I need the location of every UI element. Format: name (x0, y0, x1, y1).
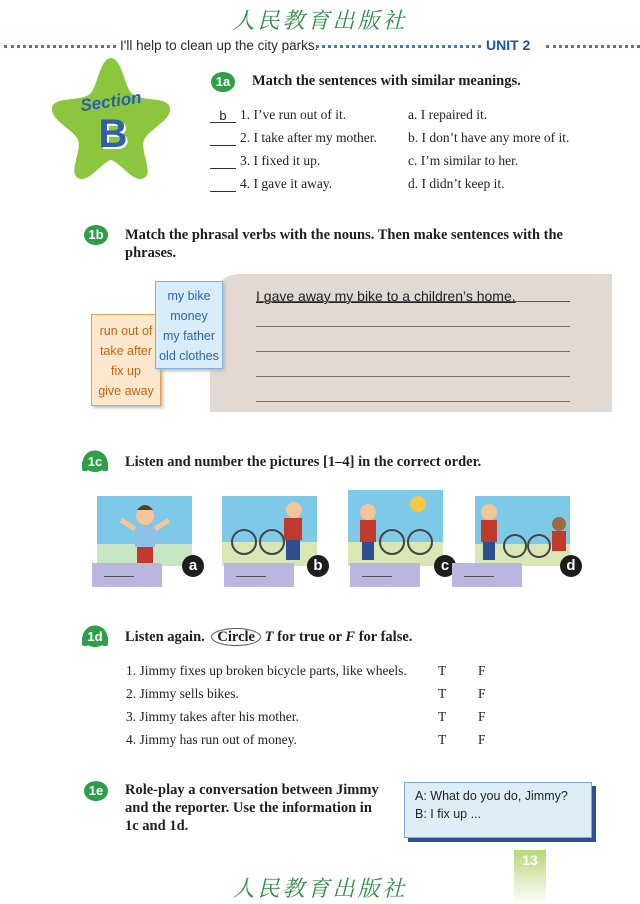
lesson-title: I'll help to clean up the city parks. (120, 38, 319, 53)
match-option-d: d. I didn’t keep it. (408, 176, 505, 191)
picture-label-d: d (560, 555, 582, 577)
tf-statement-3: 3. Jimmy takes after his mother. (126, 709, 299, 724)
match-item-2: 2. I take after my mother. (210, 130, 377, 146)
instruction-1d: Listen again. Circle T for true or F for false. (125, 629, 413, 645)
match-option-c: c. I’m similar to her. (408, 153, 519, 168)
picture-d (475, 496, 570, 571)
true-option[interactable]: T (438, 732, 447, 747)
answer-blank[interactable] (210, 131, 236, 146)
publisher-logo-footer: 人民教育出版社 (232, 877, 408, 902)
writing-line[interactable] (256, 326, 570, 327)
verb-item: take after (99, 344, 153, 358)
dialog-line-a: A: What do you do, Jimmy? (415, 789, 568, 803)
verb-item: fix up (111, 364, 141, 378)
noun-item: my father (162, 329, 216, 343)
instruction-1b-line1: Match the phrasal verbs with the nouns. Then make sentences with the (125, 227, 563, 243)
publisher-logo: 人民教育出版社 (232, 9, 408, 34)
example-sentence: I gave away my bike to a children’s home. (256, 288, 516, 304)
unit-label: UNIT 2 (486, 37, 531, 53)
nouns-note (155, 281, 223, 369)
boy-fixing-bike-picture (222, 496, 317, 566)
true-option[interactable]: T (438, 709, 447, 724)
instruction-1b-line2: phrases. (125, 245, 177, 261)
exercise-badge-1a: 1a (211, 72, 235, 92)
noun-item: my bike (167, 289, 211, 303)
dotted-rule-left (4, 45, 116, 48)
match-item-1: b 1. I’ve run out of it. (210, 107, 346, 123)
number-blank (104, 576, 134, 577)
match-option-a: a. I repaired it. (408, 107, 488, 122)
number-blank (464, 576, 494, 577)
match-option-b: b. I don’t have any more of it. (408, 130, 570, 145)
answer-blank[interactable] (210, 177, 236, 192)
exercise-badge-1e: 1e (84, 781, 108, 801)
dotted-rule-right (546, 45, 640, 48)
picture-a (97, 496, 192, 571)
picture-label-c: c (434, 555, 456, 577)
number-box-c[interactable] (350, 563, 420, 587)
boy-empty-pockets-picture (97, 496, 192, 566)
number-box-b[interactable] (224, 563, 294, 587)
dialog-line-b: B: I fix up ... (415, 807, 481, 821)
section-letter: B (98, 112, 128, 156)
verbs-note (91, 314, 161, 406)
false-option[interactable]: F (478, 686, 486, 701)
tf-statement-2: 2. Jimmy sells bikes. (126, 686, 239, 701)
exercise-badge-1d: 1d (83, 627, 107, 647)
picture-c (348, 490, 443, 571)
noun-item: old clothes (159, 349, 219, 363)
match-item-4: 4. I gave it away. (210, 176, 332, 192)
verb-item: give away (98, 384, 154, 398)
tf-statement-4: 4. Jimmy has run out of money. (126, 732, 297, 747)
dotted-rule-middle (316, 45, 481, 48)
tf-statement-1: 1. Jimmy fixes up broken bicycle parts, like wheels. (126, 663, 407, 678)
writing-line[interactable] (256, 401, 570, 402)
false-option[interactable]: F (478, 663, 486, 678)
instruction-1e-line1: Role-play a conversation between Jimmy (125, 782, 379, 798)
picture-label-a: a (182, 555, 204, 577)
picture-label-b: b (307, 555, 329, 577)
match-item-3: 3. I fixed it up. (210, 153, 320, 169)
boy-with-bike-picture (348, 490, 443, 566)
number-blank (362, 576, 392, 577)
answer-blank[interactable]: b (210, 108, 236, 123)
instruction-1e-line2: and the reporter. Use the information in (125, 800, 372, 816)
boys-with-bike-picture (475, 496, 570, 566)
noun-item: money (170, 309, 208, 323)
exercise-badge-1b: 1b (84, 225, 108, 245)
number-box-d[interactable] (452, 563, 522, 587)
picture-b (222, 496, 317, 571)
instruction-1e-line3: 1c and 1d. (125, 818, 189, 834)
number-blank (236, 576, 266, 577)
answer-blank[interactable] (210, 154, 236, 169)
page-number: 13 (522, 852, 538, 868)
writing-line (256, 301, 570, 302)
section-word: Section (79, 87, 143, 116)
false-option[interactable]: F (478, 732, 486, 747)
instruction-1a: Match the sentences with similar meanings. (252, 73, 521, 89)
true-option[interactable]: T (438, 686, 447, 701)
verb-item: run out of (99, 324, 153, 338)
number-box-a[interactable] (92, 563, 162, 587)
false-option[interactable]: F (478, 709, 486, 724)
writing-line[interactable] (256, 351, 570, 352)
exercise-badge-1c: 1c (83, 452, 107, 472)
dialog-box (404, 782, 592, 838)
true-option[interactable]: T (438, 663, 447, 678)
writing-line[interactable] (256, 376, 570, 377)
instruction-1c: Listen and number the pictures [1–4] in the correct order. (125, 454, 482, 470)
